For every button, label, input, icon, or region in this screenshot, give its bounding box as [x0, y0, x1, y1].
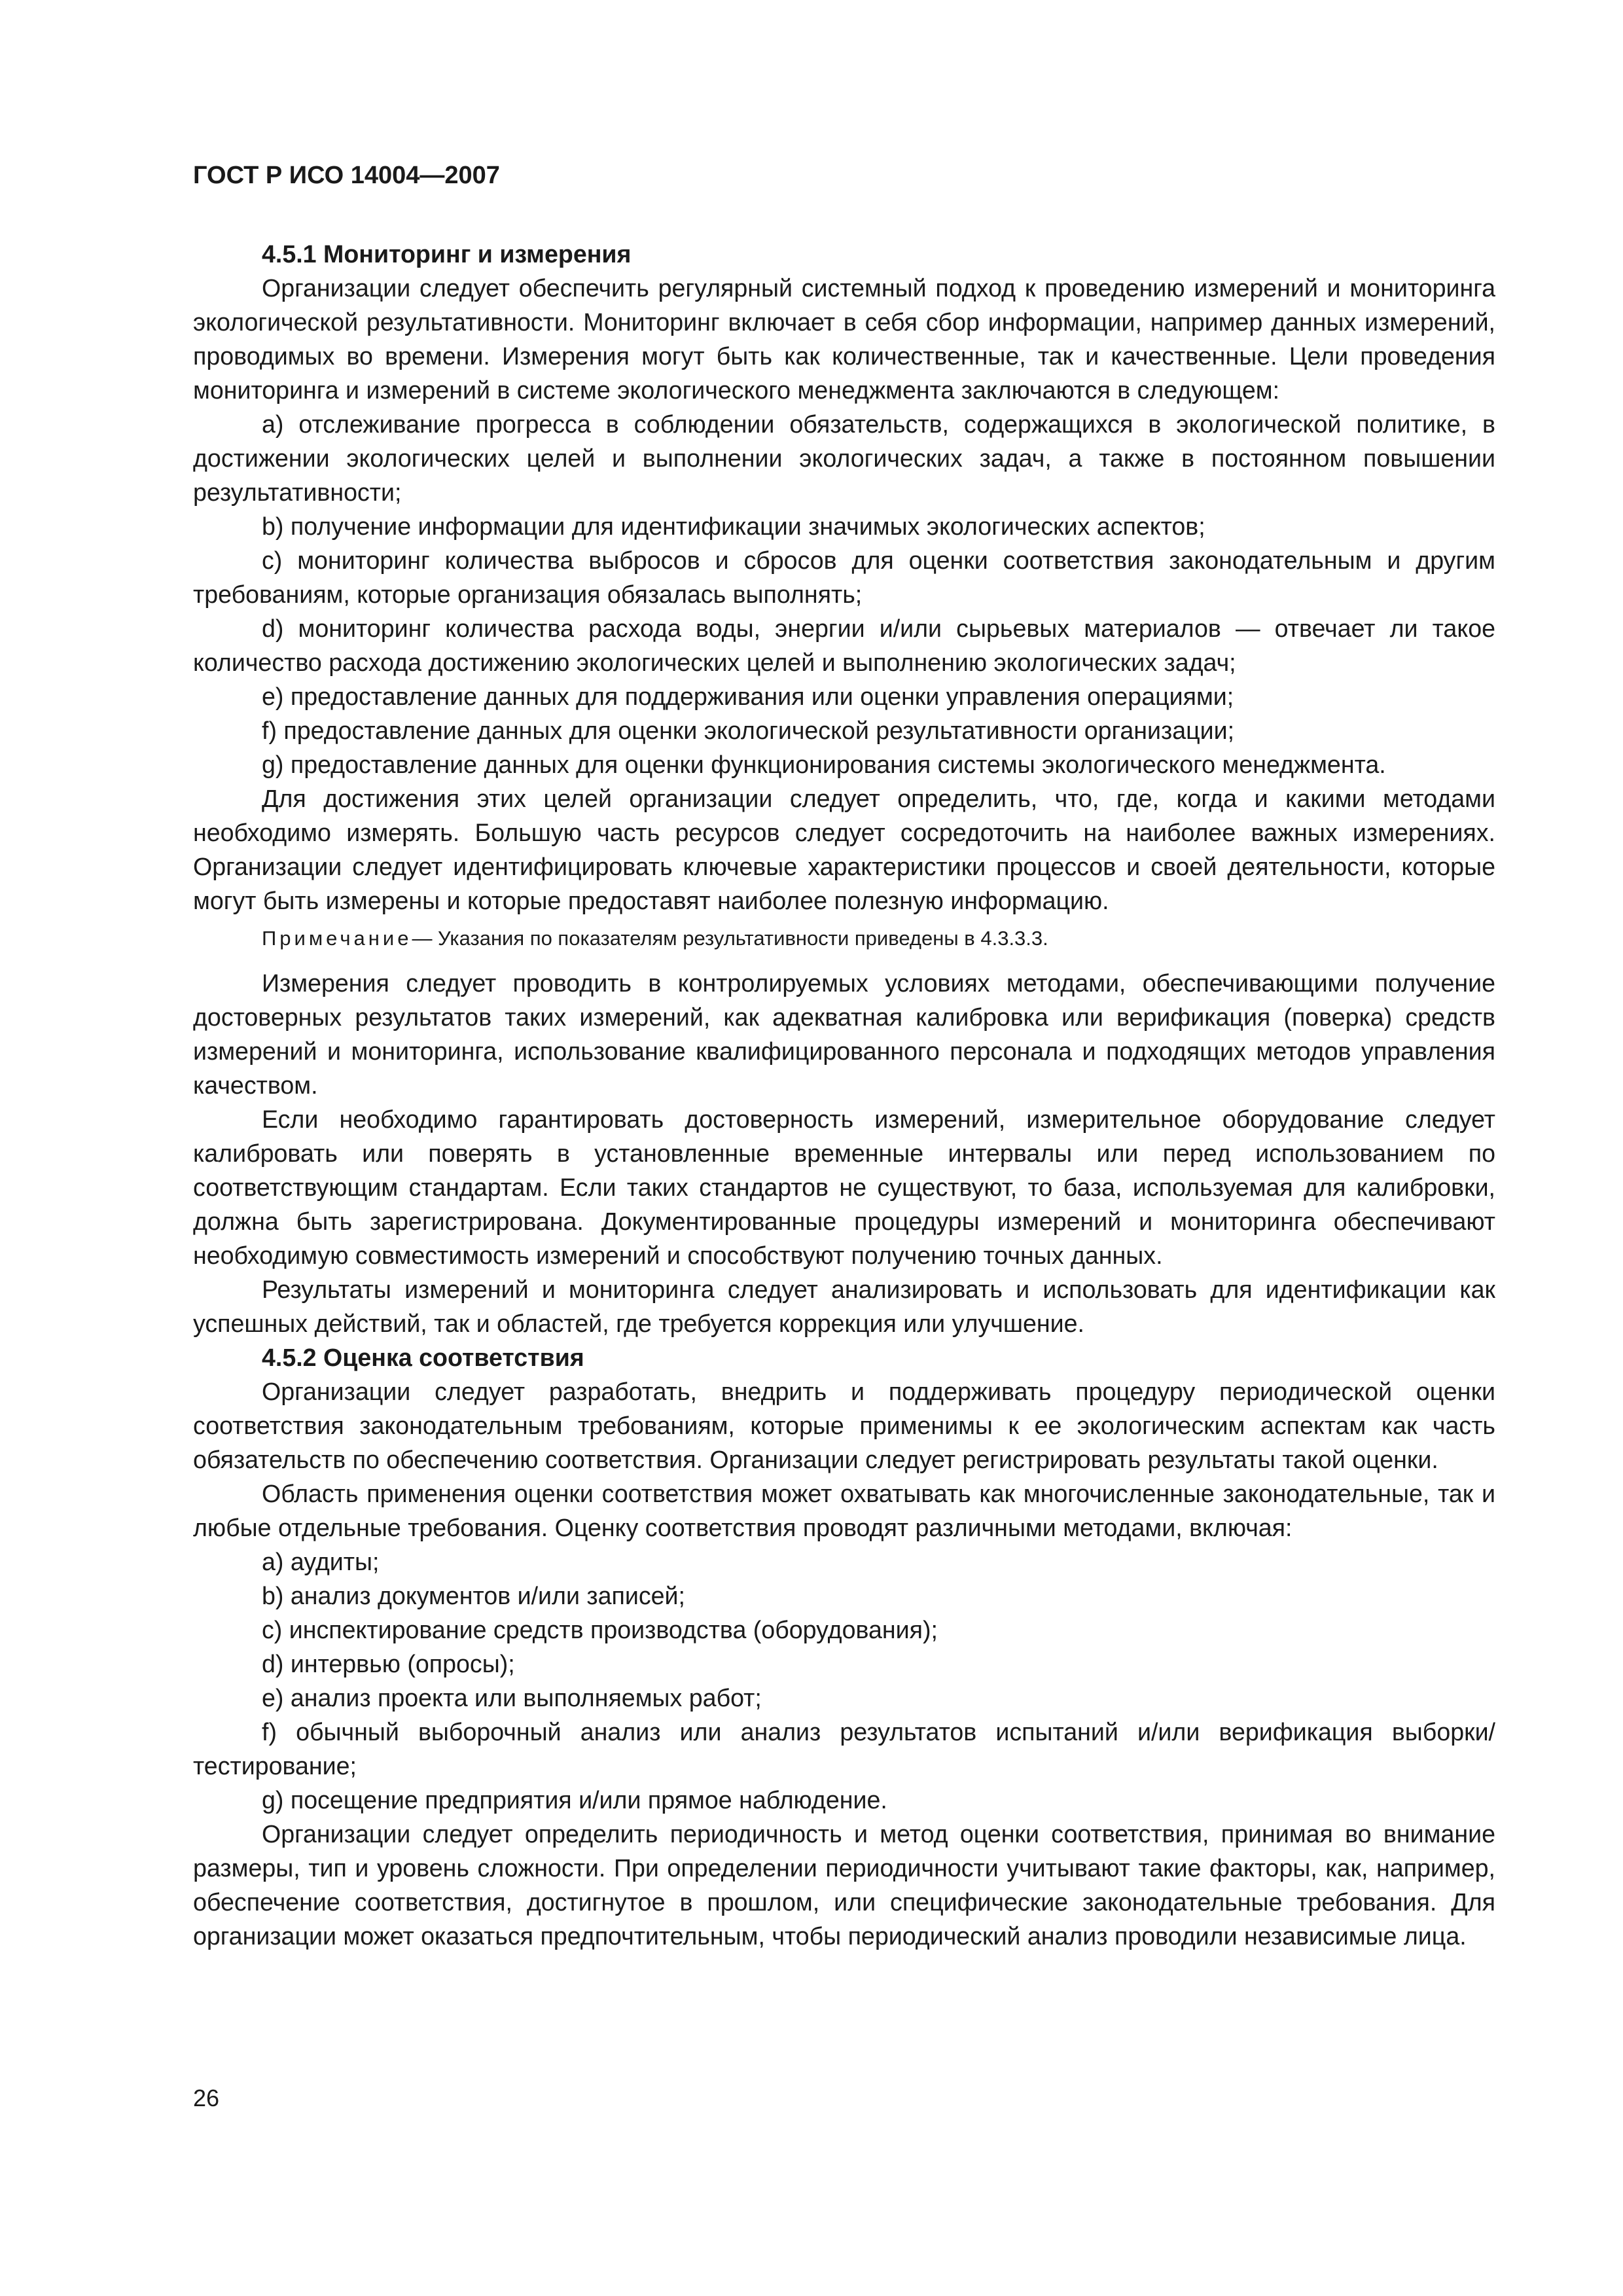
note-text: — Указания по показателям результативности приведены в 4.3.3.3.	[412, 927, 1048, 950]
list-item: b) получение информации для идентификации значимых экологических аспектов;	[262, 512, 1205, 540]
list-item: d) мониторинг количества расхода воды, энергии и/или сырьевых материалов — отвечает ли такое количество расхода достижению экологических целей и выполнению экологических задач;	[193, 615, 1495, 676]
note	[193, 924, 1495, 953]
list-item: b) анализ документов и/или записей;	[262, 1582, 685, 1609]
list-item: c) мониторинг количества выбросов и сбросов для оценки соответствия законодательным и другим требованиям, которые организация обязалась выполнять;	[193, 547, 1495, 608]
list-item: f) предоставление данных для оценки экологической результативности организации;	[262, 717, 1235, 744]
page-number: 26	[193, 2085, 220, 2111]
paragraph: Результаты измерений и мониторинга следует анализировать и использовать для идентификации как успешных действий, так и областей, где требуется коррекция или улучшение.	[193, 1276, 1495, 1337]
section-heading-4-5-1: 4.5.1 Мониторинг и измерения	[262, 240, 632, 268]
paragraph: Организации следует разработать, внедрить и поддерживать процедуру периодической оценки соответствия законодательным требованиям, которые применимы к ее экологическим аспектам как часть обязательств по обеспечению соответствия. Организации следует регистрировать результаты такой оценки.	[193, 1378, 1495, 1473]
page-content	[193, 237, 1495, 1953]
list-item: f) обычный выборочный анализ или анализ результатов испытаний и/или верификация выборки/тестирование;	[193, 1718, 1495, 1780]
paragraph: Организации следует обеспечить регулярный системный подход к проведению измерений и мониторинга экологической результативности. Мониторинг включает в себя сбор информации, например данных измерений, проводимых во времени. Измерения могут быть как количественные, так и качественные. Цели проведения мониторинга и измерений в системе экологического менеджмента заключаются в следующем:	[193, 274, 1495, 404]
note-label: Примечание	[262, 927, 412, 950]
list-item: e) предоставление данных для поддерживания или оценки управления операциями;	[262, 683, 1234, 710]
list-item: a) аудиты;	[262, 1548, 380, 1575]
list-item: d) интервью (опросы);	[262, 1650, 515, 1677]
section-heading-4-5-2: 4.5.2 Оценка соответствия	[262, 1344, 584, 1371]
list-item: c) инспектирование средств производства (оборудования);	[262, 1616, 938, 1643]
paragraph: Организации следует определить периодичность и метод оценки соответствия, принимая во внимание размеры, тип и уровень сложности. При определении периодичности учитывают такие факторы, как, например, обеспечение соответствия, достигнутое в прошлом, или специфические законодательные требования. Для организации может оказаться предпочтительным, чтобы периодический анализ проводили независимые лица.	[193, 1820, 1495, 1950]
list-item: e) анализ проекта или выполняемых работ;	[262, 1684, 762, 1712]
list-item: g) посещение предприятия и/или прямое наблюдение.	[262, 1786, 887, 1814]
list-item: g) предоставление данных для оценки функционирования системы экологического менеджмента.	[262, 751, 1386, 778]
paragraph: Измерения следует проводить в контролируемых условиях методами, обеспечивающими получение достоверных результатов таких измерений, как адекватная калибровка или верификация (поверка) средств измерений и мониторинга, использование квалифицированного персонала и подходящих методов управления качеством.	[193, 969, 1495, 1099]
paragraph: Если необходимо гарантировать достоверность измерений, измерительное оборудование следует калибровать или поверять в установленные временные интервалы или перед использованием по соответствующим стандартам. Если таких стандартов не существуют, то база, используемая для калибровки, должна быть зарегистрирована. Документированные процедуры измерений и мониторинга обеспечивают необходимую совместимость измерений и способствуют получению точных данных.	[193, 1105, 1495, 1269]
paragraph: Область применения оценки соответствия может охватывать как многочисленные законодательные, так и любые отдельные требования. Оценку соответствия проводят различными методами, включая:	[193, 1480, 1495, 1541]
standard-header: ГОСТ Р ИСО 14004—2007	[193, 162, 500, 189]
list-item: a) отслеживание прогресса в соблюдении обязательств, содержащихся в экологической политике, в достижении экологических целей и выполнении экологических задач, а также в постоянном повышении результативности;	[193, 410, 1495, 506]
paragraph: Для достижения этих целей организации следует определить, что, где, когда и какими методами необходимо измерять. Большую часть ресурсов следует сосредоточить на наиболее важных измерениях. Организации следует идентифицировать ключевые характеристики процессов и своей деятельности, которые могут быть измерены и которые предоставят наиболее полезную информацию.	[193, 785, 1495, 914]
